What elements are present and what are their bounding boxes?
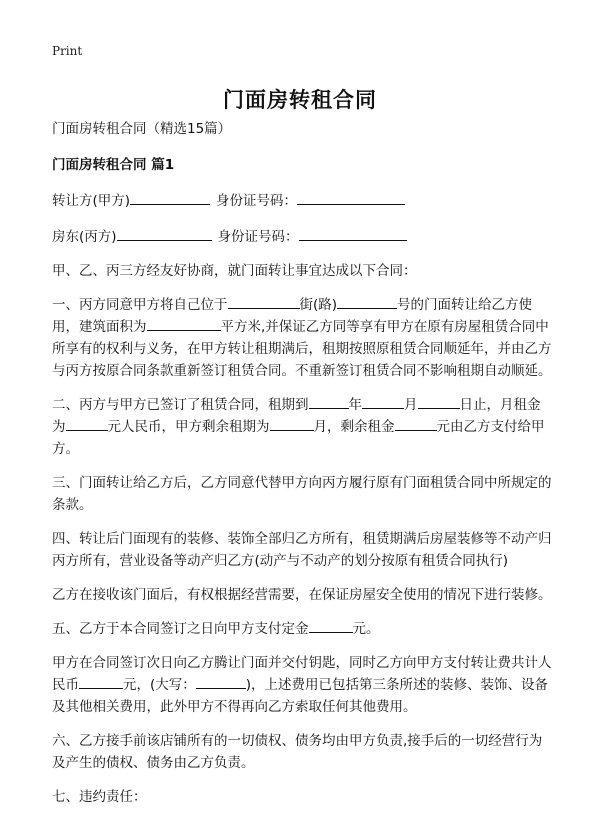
clause-1-text-c: 号的门面转让给乙方使用，建筑面积为 [52,297,533,335]
clause-2-day-blank [418,394,460,409]
clause-5-deposit-blank [309,618,353,633]
clause-2-month-blank [362,394,404,409]
page-title: 门面房转租合同 [223,88,377,112]
landlord-row [52,224,552,248]
clause-2-year-blank [309,394,349,409]
clause-2-text-a: 二、丙方与甲方已签订了租赁合同，租期到 [52,397,309,413]
print-link[interactable]: Print [52,44,83,58]
clause-5-text-b: 元。 [352,621,380,637]
clause-6: 六、乙方接手前该店铺所有的一切债权、债务均由甲方负责,接手后的一切经营行为及产生的债权、债务由乙方负责。 [52,733,543,771]
clause-1-number-blank [337,294,397,309]
clause-1-text-d: 平方米,并保证乙方同等享有甲方在原有房屋租赁合同中所享有的权利与义务，在甲方转让租期满后，租期按照原租赁合同顺延年，并由乙方与丙方按原合同条款重新签订租赁合同。不重新签订租赁合同不影响租期自动顺延。 [52,319,552,379]
intro-paragraph: 甲、乙、丙三方经友好协商，就门面转让事宜达成以下合同： [52,263,417,279]
clause-1-text-b: 街(路) [299,297,338,313]
clause-5-text-a: 五、乙方于本合同签订之日向甲方支付定金 [52,621,309,637]
clause-2 [52,394,552,460]
clause-2-text-e: 元人民币，甲方剩余租期为 [107,419,270,435]
clause-2-remaining-months-blank [270,416,314,431]
clause-3: 三、门面转让给乙方后，乙方同意代替甲方向丙方履行原有门面租赁合同中所规定的条款。 [52,475,552,513]
clause-1-area-blank [147,316,221,331]
clause-1-street-blank [228,294,300,309]
clause-2-text-d: 日止，月租金为 [52,397,541,435]
clause-2-remaining-rent-blank [395,416,437,431]
clause-2-text-f: 月，剩余租金 [313,419,395,435]
landlord-id-label: 身份证号码： [217,229,299,245]
clause-5-fee-uppercase-blank [196,674,246,689]
transferor-row [52,188,552,212]
landlord-label: 房东(丙方) [52,229,117,245]
transferor-label: 转让方(甲方) [52,193,131,209]
landlord-id-blank [299,224,407,241]
clause-1-text-a: 一、丙方同意甲方将自己位于 [52,297,228,313]
clause-5-fee-blank [79,674,123,689]
document-body [52,112,552,808]
document-subtitle: 门面房转租合同（精选15篇） [52,121,232,137]
clause-2-text-b: 年 [348,397,362,413]
clause-4-note: 乙方在接收该门面后，有权根据经营需要，在保证房屋安全使用的情况下进行装修。 [52,587,552,603]
clause-5 [52,618,552,640]
clause-5-payment-text-b: 元，(大写： [123,677,196,693]
clause-5-payment [52,652,552,718]
clause-5-payment-text-a: 甲方在合同签订次日向乙方腾让门面并交付钥匙，同时乙方向甲方支付转让费共计人民币 [52,655,552,693]
clause-7: 七、违约责任： [52,789,147,805]
section-heading: 门面房转租合同 篇1 [52,157,175,173]
clause-2-text-g: 元由乙方支付给甲方。 [52,419,545,457]
transferor-id-label: 身份证号码： [216,193,298,209]
clause-4: 四、转让后门面现有的装修、装饰全部归乙方所有，租赁期满后房屋装修等不动产归丙方所有，营业设备等动产归乙方(动产与不动产的划分按原有租赁合同执行) [52,531,552,569]
transferor-id-blank [297,188,405,205]
clause-2-rent-blank [66,416,108,431]
clause-5-payment-text-c: )，上述费用已包括第三条所述的装修、装饰、设备及其他相关费用，此外甲方不得再向乙方索取任何其他费用。 [52,677,549,715]
clause-1 [52,294,552,382]
clause-2-text-c: 月 [404,397,418,413]
transferor-name-blank [130,188,210,205]
landlord-name-blank [117,224,212,241]
